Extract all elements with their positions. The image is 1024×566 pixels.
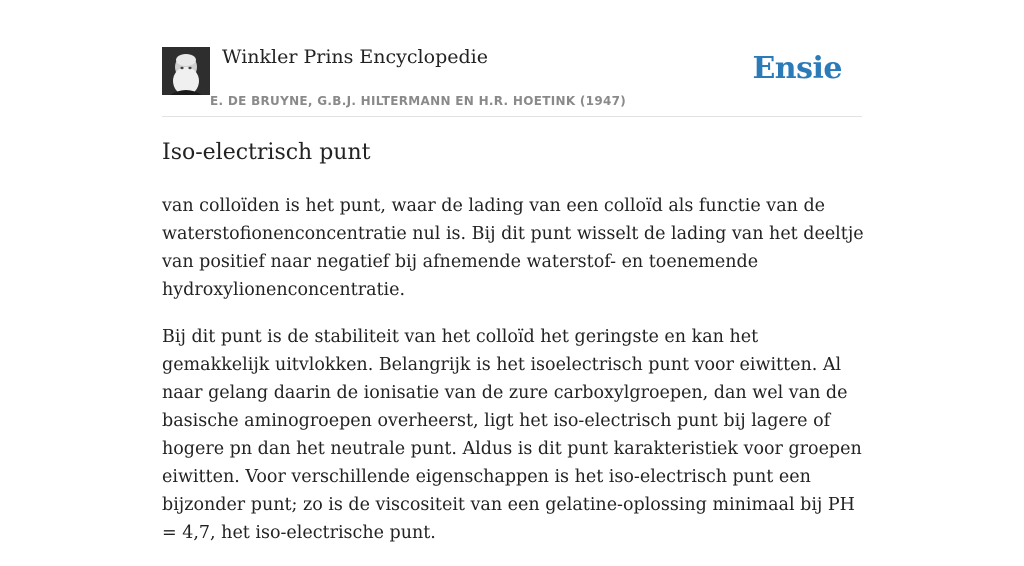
encyclopedia-title[interactable]: Winkler Prins Encyclopedie xyxy=(222,46,488,68)
ensie-logo[interactable]: Ensie xyxy=(752,51,842,86)
paragraph: van colloïden is het punt, waar de lading van een colloïd als functie van de waterstofionenconcentratie nul is. Bij dit punt wisselt de lading van het deeltje van positief naar negatief bij afnemende waterstof- en toenemende hydroxylionenconcentratie. xyxy=(162,196,864,300)
authors-line: E. DE BRUYNE, G.B.J. HILTERMANN EN H.R. HOETINK (1947) xyxy=(210,94,627,108)
author-portrait-icon[interactable] xyxy=(162,47,210,95)
entry-title: Iso-electrisch punt xyxy=(162,140,371,165)
page-container xyxy=(162,0,864,543)
book-header xyxy=(162,0,862,117)
paragraph: Bij dit punt is de stabiliteit van het colloïd het geringste en kan het gemakkelijk uitvlokken. Belangrijk is het isoelectrisch punt voor eiwitten. Al naar gelang daarin de ionisatie van de zure carboxylgroepen, dan wel van de basische aminogroepen overheerst, ligt het iso-electrisch punt bij lagere of hogere pn dan het neutrale punt. Aldus is dit punt karakteristiek voor groepen eiwitten. Voor verschillende eigenschappen is het iso-electrisch punt een bijzonder punt; zo is de viscositeit van een gelatine-oplossing minimaal bij PH = 4,7, het iso-electrische punt. xyxy=(162,327,862,543)
entry-body xyxy=(162,192,864,566)
